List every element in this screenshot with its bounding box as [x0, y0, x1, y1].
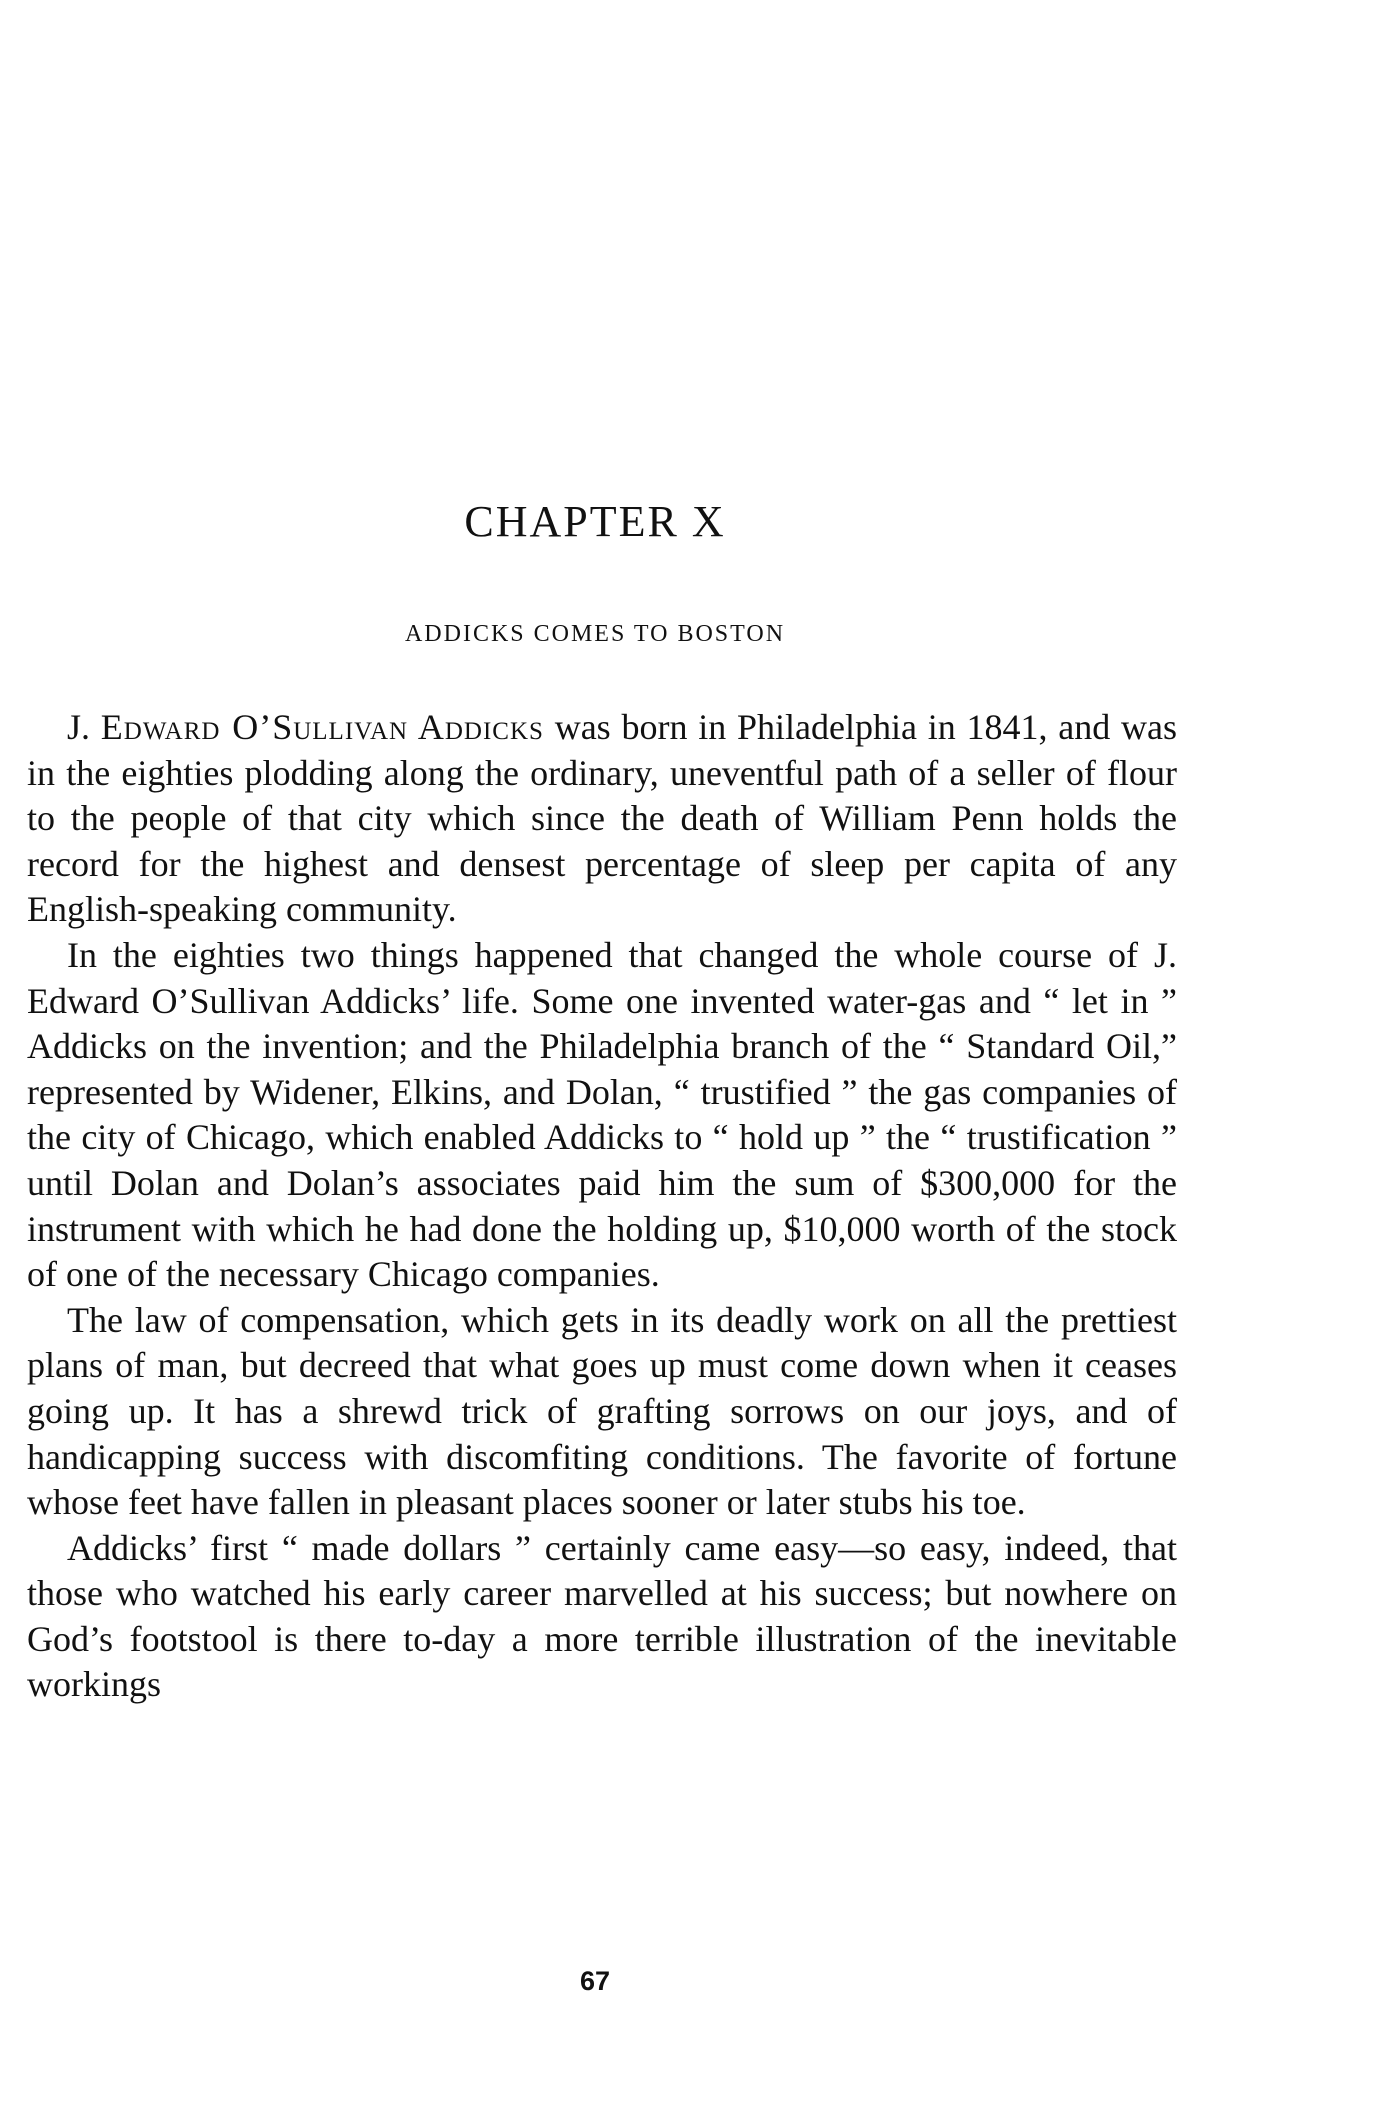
- paragraph-1-text: was born in Philadelphia in 1841, and was in the eighties plodding along the ordinary, uneventful path of a seller of flour to the people of that city which since the death of William Penn holds the record for the highest and densest percentage of sleep per capita of any English-speaking community.: [27, 707, 1177, 930]
- lead-name: Edward O’Sullivan Addicks: [100, 707, 544, 747]
- body-text: [27, 705, 1177, 1708]
- chapter-subtitle: ADDICKS COMES TO BOSTON: [404, 621, 786, 647]
- paragraph-4: Addicks’ first “ made dollars ” certainly came easy—so easy, indeed, that those who watched his early career marvelled at his success; but nowhere on God’s footstool is there to-day a more terrible illustration of the inevitable workings: [27, 1527, 1177, 1705]
- paragraph-2: In the eighties two things happened that changed the whole course of J. Edward O’Sullivan Addicks’ life. Some one invented water-gas and “ let in ” Addicks on the invention; and the Philadelphia branch of the “ Standard Oil,” represented by Widener, Elkins, and Dolan, “ trustified ” the gas companies of the city of Chicago, which enabled Addicks to “ hold up ” the “ trustification ” until Dolan and Dolan’s associates paid him the sum of $300,000 for the instrument with which he had done the holding up, $10,000 worth of the stock of one of the necessary Chicago companies.: [27, 934, 1177, 1295]
- chapter-title: CHAPTER X: [464, 497, 726, 546]
- lead-initial: J.: [67, 707, 91, 747]
- paragraph-1: [27, 705, 1177, 933]
- page-number: 67: [579, 1966, 611, 1996]
- paragraph-3: The law of compensation, which gets in its deadly work on all the prettiest plans of man, but decreed that what goes up must come down when it ceases going up. It has a shrewd trick of grafting sorrows on our joys, and of handicapping success with discomfiting conditions. The favorite of fortune whose feet have fallen in pleasant places sooner or later stubs his toe.: [27, 1299, 1177, 1523]
